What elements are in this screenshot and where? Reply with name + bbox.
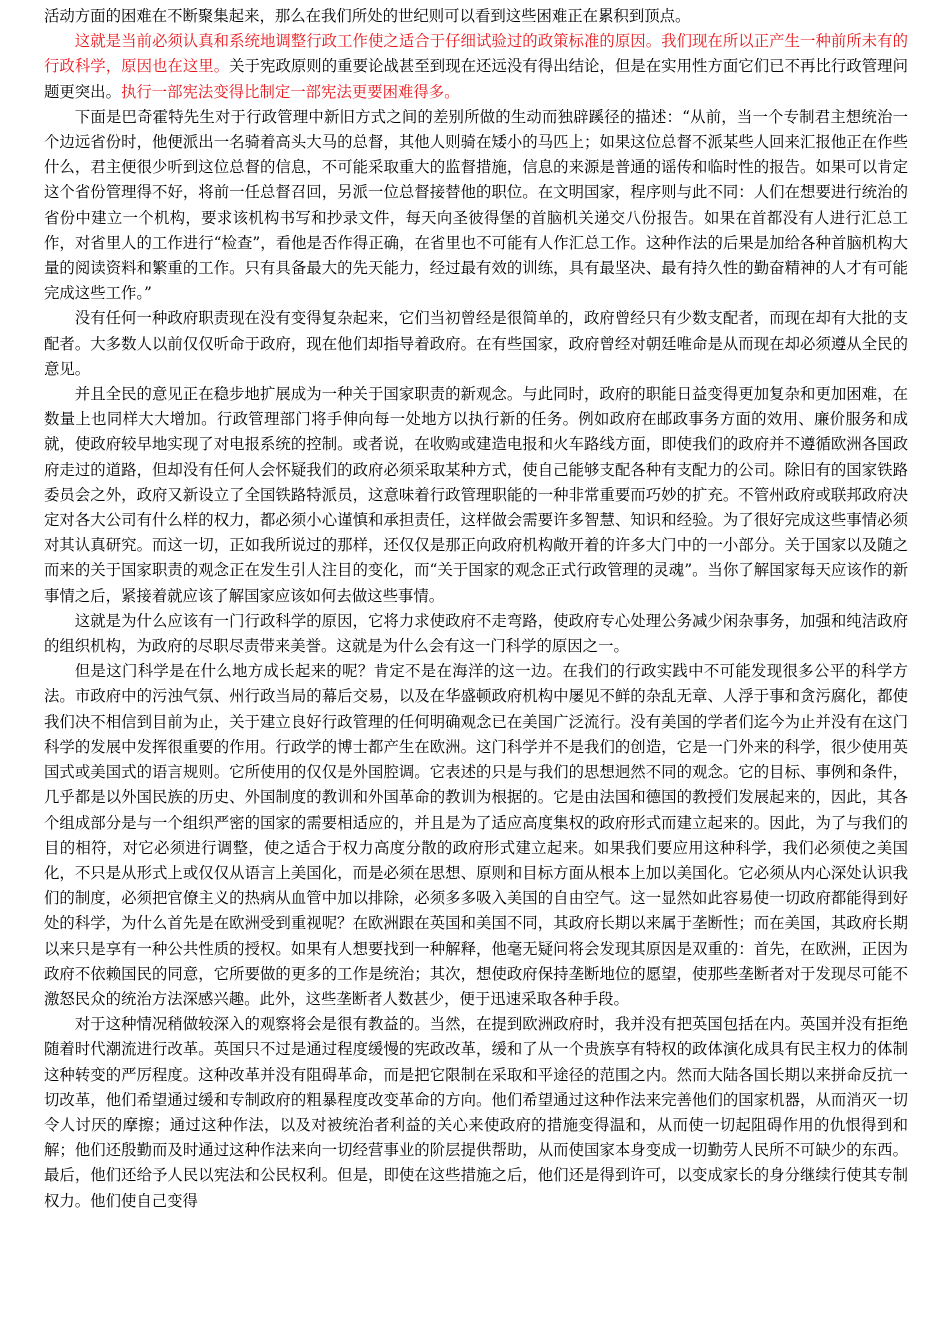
paragraph-3: [44, 105, 908, 307]
paragraph-1: [44, 4, 908, 29]
paragraph-5-text: 并且全民的意见正在稳步地扩展成为一种关于国家职责的新观念。与此同时，政府的职能日益变得更加复杂和更加困难，在数量上也同样大大增加。行政管理部门将手伸向每一处地方以执行新的任务。例如政府在邮政事务方面的效用、廉价服务和成就，使政府较早地实现了对电报系统的控制。或者说，在收购或建造电报和火车路线方面，即使我们的政府并不遵循欧洲各国政府走过的道路，但却没有任何人会怀疑我们的政府必须采取某种方式，使自己能够支配各种有支配力的公司。除旧有的国家铁路委员会之外，政府又新设立了全国铁路特派员，这意味着行政管理职能的一种非常重要而巧妙的扩充。不管州政府或联邦政府决定对各大公司有什么样的权力，都必须小心谨慎和承担责任，这样做会需要许多智慧、知识和经验。为了很好完成这些事情必须对其认真研究。而这一切，正如我所说过的那样，还仅仅是那正向政府机构敞开着的许多大门中的一小部分。关于国家以及随之而来的关于国家职责的观念正在发生引人注目的变化，而“关于国家的观念正式行政管理的灵魂”。当你了解国家每天应该作的新事情之后，紧接着就应该了解国家应该如何去做这些事情。: [44, 385, 908, 605]
paragraph-1-text: 活动方面的困难在不断聚集起来，那么在我们所处的世纪则可以看到这些困难正在累积到顶点。: [44, 7, 691, 25]
paragraph-8: [44, 1012, 908, 1214]
paragraph-5: [44, 382, 908, 609]
paragraph-4-text: 没有任何一种政府职责现在没有变得复杂起来，它们当初曾经是很简单的，政府曾经只有少数支配者，而现在却有大批的支配者。大多数人以前仅仅听命于政府，现在他们却指导着政府。在有些国家，政府曾经对朝廷唯命是从而现在却必须遵从全民的意见。: [44, 309, 908, 378]
paragraph-4: [44, 306, 908, 382]
paragraph-7: [44, 659, 908, 1012]
highlighted-sentence-constitution: 执行一部宪法变得比制定一部宪法更要困难得多。: [120, 82, 460, 101]
document-page: [44, 4, 908, 1214]
paragraph-6-text: 这就是为什么应该有一门行政科学的原因，它将力求使政府不走弯路，使政府专心处理公务减少闲杂事务，加强和纯洁政府的组织机构，为政府的尽职尽责带来美誉。这就是为什么会有这一门科学的原因之一。: [44, 611, 908, 656]
paragraph-2: [44, 29, 908, 105]
paragraph-2-text: 关于宪政原则的重要论战甚至到现在还远没有得出结论，但是在实用性方面它们已不再比行政管理问题更突出。: [44, 57, 908, 101]
paragraph-7-text: 但是这门科学是在什么地方成长起来的呢？肯定不是在海洋的这一边。在我们的行政实践中不可能发现很多公平的科学方法。市政府中的污浊气氛、州行政当局的幕后交易，以及在华盛顿政府机构中屡见不鲜的杂乱无章、人浮于事和贪污腐化，都使我们决不相信到目前为止，关于建立良好行政管理的任何明确观念已在美国广泛流行。没有美国的学者们迄今为止并没有在这门科学的发展中发挥很重要的作用。行政学的博士都产生在欧洲。这门科学并不是我们的创造，它是一门外来的科学，很少使用英国式或美国式的语言规则。它所使用的仅仅是外国腔调。它表述的只是与我们的思想迥然不同的观念。它的目标、事例和条件，几乎都是以外国民族的历史、外国制度的教训和外国革命的教训为根据的。它是由法国和德国的教授们发展起来的，因此，其各个组成部分是与一个组织严密的国家的需要相适应的，并且是为了适应高度集权的政府形式而建立起来的。因此，为了与我们的目的相符，对它必须进行调整，使之适合于权力高度分散的政府形式建立起来。如果我们要应用这种科学，我们必须使之美国化，不只是从形式上或仅仅从语言上美国化，而是必须在思想、原则和目标方面从根本上加以美国化。它必须从内心深处认识我们的制度，必须把官僚主义的热病从血管中加以排除，必须多多吸入美国的自由空气。这一显然如此容易使一切政府都能得到好处的科学，为什么首先是在欧洲受到重视呢？在欧洲跟在英国和美国不同，其政府长期以来属于垄断性；而在美国，其政府长期以来只是享有一种公共性质的授权。如果有人想要找到一种解释，他毫无疑问将会发现其原因是双重的：首先，在欧洲，正因为政府不依赖国民的同意，它所要做的更多的工作是统治；其次，想使政府保持垄断地位的愿望，使那些垄断者对于发现尽可能不激怒民众的统治方法深感兴趣。此外，这些垄断者人数甚少，便于迅速采取各种手段。: [44, 662, 908, 1008]
paragraph-3-text: 下面是巴奇霍特先生对于行政管理中新旧方式之间的差别所做的生动而独辟蹊径的描述：“从前，当一个专制君主想统治一个边远省份时，他便派出一名骑着高头大马的总督，其他人则骑在矮小的马匹上；如果这位总督不派某些人回来汇报他正在作些什么，君主便很少听到这位总督的信息，不可能采取重大的监督措施，信息的来源是普通的谣传和临时性的报告。如果可以肯定这个省份管理得不好，将前一任总督召回，另派一位总督接替他的职位。在文明国家，程序则与此不同：人们在想要进行统治的省份中建立一个机构，要求该机构书写和抄录文件，每天向圣彼得堡的首脑机关递交八份报告。如果在首都没有人进行汇总工作，对省里人的工作进行“检查”，看他是否作得正确，在省里也不可能有人作汇总工作。这种作法的后果是加给各种首脑机构大量的阅读资料和繁重的工作。只有具备最大的先天能力，经过最有效的训练，具有最坚决、最有持久性的勤奋精神的人才有可能完成这些工作。”: [44, 107, 908, 303]
paragraph-6: [44, 609, 908, 659]
paragraph-8-text: 对于这种情况稍做较深入的观察将会是很有教益的。当然，在提到欧洲政府时，我并没有把英国包括在内。英国并没有拒绝随着时代潮流进行改革。英国只不过是通过程度缓慢的宪政改革，缓和了从一个贵族享有特权的政体演化成具有民主权力的体制这种转变的严厉程度。这种改革并没有阻碍革命，而是把它限制在采取和平途径的范围之内。然而大陆各国长期以来拼命反抗一切改革，他们希望通过缓和专制政府的粗暴程度改变革命的方向。他们希望通过这种作法来完善他们的国家机器，从而消灭一切令人讨厌的摩擦；通过这种作法，以及对被统治者利益的关心来使政府的措施变得温和，从而使一切起阻碍作用的仇恨得到和解；他们还殷勤而及时通过这种作法来向一切经营事业的阶层提供帮助，从而使国家本身变成一切勤劳人民所不可缺少的东西。最后，他们还给予人民以宪法和公民权利。但是，即使在这些措施之后，他们还是得到许可，以变成家长的身分继续行使其专制权力。他们使自己变得: [44, 1015, 908, 1210]
highlighted-sentence-administrative-science: 这就是当前必须认真和系统地调整行政工作使之适合于仔细试验过的政策标准的原因。我们现在所以正产生一种前所未有的行政科学，原因也在这里。: [44, 32, 908, 76]
